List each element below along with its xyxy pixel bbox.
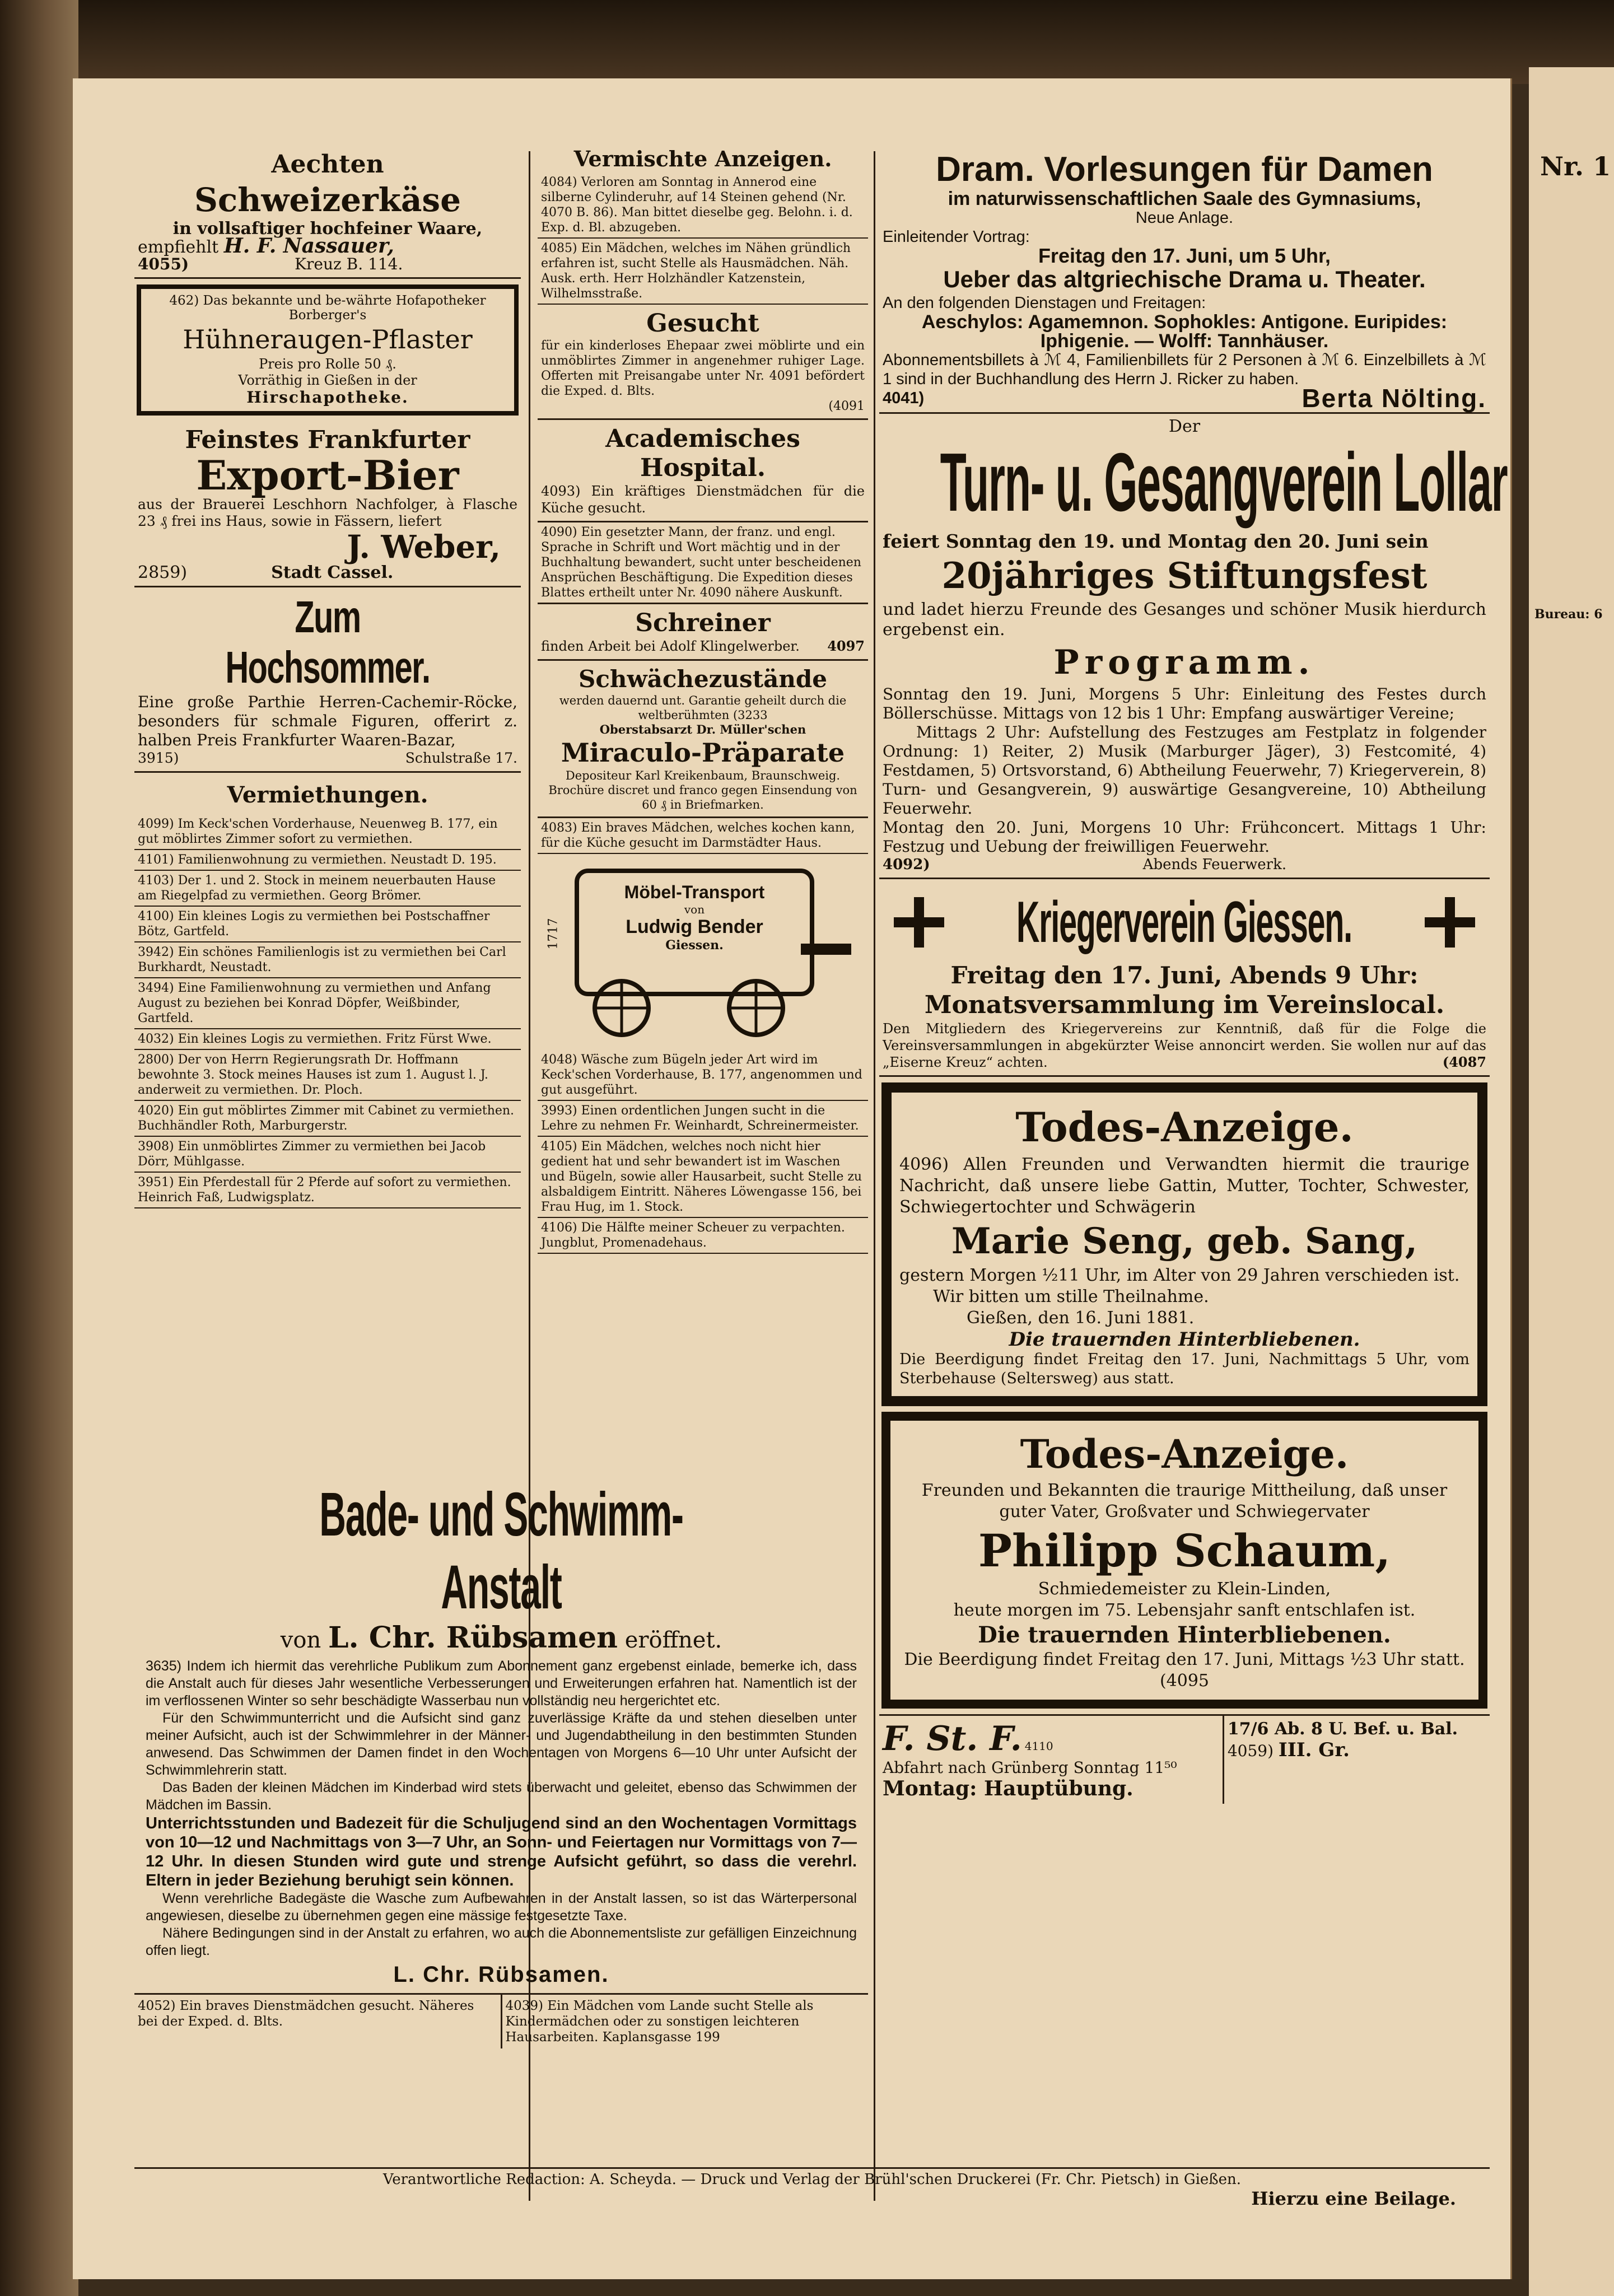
turn-anniversary: 20jähriges Stiftungsfest <box>941 555 1428 597</box>
pflaster-num: 462) <box>169 293 199 308</box>
bad-title: Bade- und Schwimm-Anstalt <box>319 1480 683 1622</box>
bal-l2: III. Gr. <box>1278 1739 1350 1761</box>
ad-bal <box>1224 1716 1490 1804</box>
tod2-l1: Freunden und Bekannten die traurige Mittheilung, daß unser guter Vater, Großvater und Schwiegervater <box>921 1481 1448 1522</box>
tod1-name: Marie Seng, geb. Sang, <box>951 1220 1418 1262</box>
schwaeche-t3: Depositeur Karl Kreikenbaum, Braunschweig. Brochüre discret und franco gegen Einsendung von 60 ₰ in Briefmarken. <box>548 769 857 811</box>
bal-l1: 17/6 Ab. 8 U. Bef. u. Bal. <box>1227 1719 1458 1739</box>
bad-body <box>134 1654 868 1993</box>
column-1 <box>134 146 521 1208</box>
footer-beilage: Hierzu eine Beilage. <box>1251 2188 1456 2209</box>
miraculo-title: Miraculo-Präparate <box>561 738 845 768</box>
vermischt-item: 4106) Die Hälfte meiner Scheuer zu verpachten. Jungblut, Promenadehaus. <box>538 1218 868 1254</box>
kaese-firm: H. F. Nassauer, <box>223 234 394 258</box>
bottom-row-col3 <box>879 1714 1490 1804</box>
dram-signature: Berta Nölting. <box>1302 384 1486 413</box>
footer-imprint <box>134 2167 1490 2209</box>
wagon-line1: Möbel-Transport <box>624 882 765 902</box>
moebel-transport-illustration <box>538 860 868 1044</box>
bad-p1: 3635) Indem ich hiermit das verehrliche Publikum zum Abonnement ganz ergebenst einlade, bemerke ich, dass die Anstalt auch für dieses Jahr wesentliche Verbesserungen und Erweiterungen erfahren hat. Namentlich ist der im verflossenen Winter so sehr beschädigte Wasserbau nun vollständig neu hergerichtet etc. <box>146 1658 857 1709</box>
kaese-title: Schweizerkäse <box>194 181 461 219</box>
tod2-l5: Die Beerdigung findet Freitag den 17. Juni, Mittags ½3 Uhr statt. <box>904 1650 1465 1669</box>
tod1-l5: Die trauernden Hinterbliebenen. <box>1009 1328 1360 1351</box>
bad-sub3: eröffnet. <box>624 1627 722 1653</box>
column-3 <box>879 146 1508 1804</box>
footer-text: Verantwortliche Redaction: A. Scheyda. — Druck und Verlag der Brühl'schen Druckerei (Fr. Chr. Pietsch) in Gießen. <box>382 2171 1242 2188</box>
verm-item: 4099) Im Keck'schen Vorderhause, Neuenweg B. 177, ein gut möblirtes Zimmer sofort zu vermiethen. <box>134 814 521 850</box>
bier-addr: Stadt Cassel. <box>271 563 394 582</box>
tod2-l3: heute morgen im 75. Lebensjahr sanft entschlafen ist. <box>953 1600 1416 1620</box>
dram-l7: Aeschylos: Agamemnon. Sophokles: Antigone. Euripides: Iphigenie. — Wolff: Tannhäuser. <box>921 311 1448 352</box>
verm-item: 4103) Der 1. und 2. Stock in meinem neuerbauten Hause am Riegelpfad zu vermiethen. Georg Brömer. <box>134 871 521 907</box>
bad-p6: Nähere Bedingungen sind in der Anstalt zu erfahren, wo auch die Abonnementsliste zur gefälligen Einzeichnung offen liegt. <box>146 1925 857 1958</box>
ad-dienstmaedchen: 4052) Ein braves Dienstmädchen gesucht. Näheres bei der Exped. d. Blts. <box>134 1995 502 2048</box>
krieger-l3: Den Mitgliedern des Kriegervereins zur Kenntniß, daß für die Folge die Vereinsversammlungen in abgekürzter Weise annoncirt werden. Sie wollen nur auf das „Eiserne Kreuz“ achten. <box>883 1021 1486 1070</box>
tod2-num: (4095 <box>1159 1671 1210 1691</box>
bad-owner: L. Chr. Rübsamen <box>328 1621 618 1655</box>
tod1-l1: 4096) Allen Freunden und Verwandten hiermit die traurige Nachricht, daß unsere liebe Gattin, Mutter, Tochter, Schwester, Schwiegertochter und Schwägerin <box>899 1155 1470 1217</box>
dram-l1: im naturwissenschaftlichen Saale des Gymnasiums, <box>948 188 1421 209</box>
pflaster-apotheke: Hirschapotheke. <box>246 388 409 407</box>
bier-title: Export-Bier <box>196 451 459 499</box>
turn-p1: Sonntag den 19. Juni, Morgens 5 Uhr: Einleitung des Festes durch Böllerschüsse. Mittags von 12 bis 1 Uhr: Empfang auswärtiger Vereine; <box>883 685 1486 722</box>
iron-cross-icon <box>1425 897 1475 948</box>
schreiner-title: Schreiner <box>635 609 771 637</box>
verm-item: 2800) Der von Herrn Regierungsrath Dr. Hoffmann bewohnte 3. Stock meines Hauses ist zum 1. August l. J. anderweit zu vermiethen. Dr. Ploch. <box>134 1050 521 1101</box>
ad-gesucht <box>538 305 868 420</box>
next-page-number: Nr. 1 <box>1540 151 1611 181</box>
kaese-line3: in vollsaftiger hochfeiner Waare, <box>172 219 483 239</box>
bottom-small-ads <box>134 1993 868 2048</box>
tod1-l3: Wir bitten um stille Theilnahme. <box>933 1287 1209 1306</box>
dram-l6: An den folgenden Dienstagen und Freitagen: <box>883 294 1206 312</box>
turn-title: Turn- u. Gesangverein Lollar <box>940 436 1508 529</box>
pflaster-title: Hühneraugen-Pflaster <box>183 324 473 354</box>
turn-l1: feiert Sonntag den 19. und Montag den 20. Juni sein <box>883 530 1429 552</box>
dram-num: 4041) <box>883 389 925 407</box>
column-rule-2 <box>874 151 875 2201</box>
vermischt-item: 4085) Ein Mädchen, welches im Nähen gründlich erfahren ist, sucht Stelle als Hausmädchen. Näh. Ausk. erth. Herr Holzhändler Katzenstein, Wilhelmsstraße. <box>538 239 868 305</box>
wagon-line4: Giessen. <box>665 938 724 953</box>
sommer-title: Zum Hochsommer. <box>225 592 430 692</box>
verm-item: 3951) Ein Pferdestall für 2 Pferde auf sofort zu vermiethen. Heinrich Faß, Ludwigsplatz. <box>134 1173 521 1208</box>
fsf-l2: Montag: Hauptübung. <box>883 1777 1133 1800</box>
vermischte-title: Vermischte Anzeigen. <box>573 146 832 171</box>
vermiethungen-list <box>134 814 521 1208</box>
schwaeche-num: (3233 <box>733 708 768 722</box>
bad-sub1: von <box>280 1627 321 1653</box>
wagon-num: 1717 <box>546 918 561 950</box>
gesucht-num: (4091 <box>828 399 865 413</box>
ad-schweizerkaese <box>134 146 521 279</box>
hospital-text: 4093) Ein kräftiges Dienstmädchen für die Küche gesucht. <box>541 483 865 516</box>
tod2-title: Todes-Anzeige. <box>1020 1431 1349 1477</box>
next-page-edge <box>1529 67 1614 2296</box>
kaese-line1: Aechten <box>271 150 384 179</box>
schwaeche-title: Schwächezustände <box>579 665 827 693</box>
schwaeche-t2: Oberstabsarzt Dr. Müller'schen <box>599 722 806 736</box>
dram-l2: Neue Anlage. <box>1135 209 1234 227</box>
fsf-title: F. St. F. <box>883 1719 1022 1758</box>
krieger-num: (4087 <box>1442 1054 1486 1070</box>
column-2 <box>538 146 868 1254</box>
wagon-line2: von <box>684 903 705 916</box>
ad-turnverein-lollar <box>879 414 1508 879</box>
verm-item: 3908) Ein unmöblirtes Zimmer zu vermiethen bei Jacob Dörr, Mühlgasse. <box>134 1137 521 1173</box>
verm-item: 4101) Familienwohnung zu vermiethen. Neustadt D. 195. <box>134 850 521 871</box>
bier-text: aus der Brauerei Leschhorn Nachfolger, à Flasche 23 ₰ frei ins Haus, sowie in Fässern, liefert <box>138 496 517 529</box>
fsf-l1: Abfahrt nach Grünberg Sonntag 11⁵⁰ <box>883 1758 1177 1777</box>
turn-programm: Programm. <box>1053 643 1316 682</box>
ad-fsf <box>879 1716 1224 1804</box>
sommer-addr: Schulstraße 17. <box>405 750 517 766</box>
bad-p2: Für den Schwimmunterricht und die Aufsicht sind ganz zuverlässige Kräfte da und stehen dieselben unter meiner Aufsicht, auch ist der Schwimmlehrer in der Männer- und Jugendabtheilung in den bestimmten Stunden anwesend. Das Schwimmen der Damen findet in den Wochentagen von Morgens 6—10 Uhr unter Aufsicht der Schwimmlehrerin statt. <box>146 1710 857 1778</box>
fsf-num: 4110 <box>1024 1739 1053 1753</box>
krieger-l1: Freitag den 17. Juni, Abends 9 Uhr: <box>950 962 1419 989</box>
ad-hochsommer <box>134 587 521 773</box>
dram-l8: Abonnementsbillets à ℳ 4, Familienbillets für 2 Personen à ℳ 6. Einzelbillets à ℳ 1 sind in der Buchhandlung des Herrn J. Ricker zu haben. <box>883 351 1486 388</box>
vermischt-item: 4105) Ein Mädchen, welches noch nicht hier gedient hat und sehr bewandert ist im Waschen und Bügeln, sowie aller Hausarbeit, sucht Stelle zu alsbaldigem Eintritt. Näheres Löwengasse 156, bei Frau Hug, im 1. Stock. <box>538 1137 868 1218</box>
hospital-title: Academisches Hospital. <box>605 424 800 482</box>
krieger-title: Kriegerverein Giessen. <box>1016 890 1352 955</box>
newspaper-page <box>73 78 1512 2279</box>
turn-der: Der <box>1168 417 1201 436</box>
ad-todesanzeige-seng <box>881 1082 1487 1406</box>
ad-todesanzeige-schaum <box>881 1412 1487 1709</box>
ad-maedchen-kochen: 4083) Ein braves Mädchen, welches kochen kann, für die Küche gesucht im Darmstädter Haus. <box>538 818 868 854</box>
pflaster-t1: Das bekannte und be-währte Hofapotheker Borberger's <box>203 293 486 323</box>
dram-l4: Freitag den 17. Juni, um 5 Uhr, <box>1038 244 1331 267</box>
dram-l5: Ueber das altgriechische Drama u. Theater. <box>943 266 1426 292</box>
kaese-empfiehlt: empfiehlt <box>138 237 219 257</box>
verm-item: 3942) Ein schönes Familienlogis ist zu vermiethen bei Carl Burkhardt, Neustadt. <box>134 942 521 978</box>
ad-export-bier <box>134 421 521 587</box>
scan-top-band <box>0 0 1614 84</box>
schreiner-text: finden Arbeit bei Adolf Klingelwerber. <box>541 638 800 654</box>
ad-dram-vorlesungen <box>879 146 1490 414</box>
schreiner-num: 4097 <box>827 638 865 654</box>
turn-p4: Abends Feuerwerk. <box>1142 856 1287 873</box>
verm-item: 4100) Ein kleines Logis zu vermiethen bei Postschaffner Bötz, Gartfeld. <box>134 907 521 942</box>
bad-p5: Wenn verehrliche Badegäste die Wasche zum Aufbewahren in der Anstalt lassen, so ist das Wärterpersonal angewiesen, dieselbe zu übernehmen gegen eine mässige festgesetzte Taxe. <box>146 1891 857 1924</box>
tod2-l4: Die trauernden Hinterbliebenen. <box>978 1622 1391 1648</box>
next-page-bureau: Bureau: 6 <box>1534 607 1603 622</box>
bier-line1: Feinstes Frankfurter <box>185 426 470 454</box>
wagon-line3: Ludwig Bender <box>626 916 763 937</box>
bier-num: 2859) <box>138 563 188 582</box>
wagon-text <box>577 882 812 953</box>
bier-name: J. Weber, <box>347 529 501 566</box>
tod2-name: Philipp Schaum, <box>978 1524 1391 1577</box>
ad-hospital <box>538 420 868 522</box>
turn-num: 4092) <box>883 856 930 873</box>
ad-schwaechezustaende <box>538 661 868 818</box>
sommer-num: 3915) <box>138 750 179 766</box>
ad-huehneraugen-pflaster <box>137 284 519 416</box>
bad-p3: Das Baden der kleinen Mädchen im Kinderbad wird stets überwacht und geleitet, ebenso das Schwimmen der Mädchen im Bassin. <box>146 1780 857 1813</box>
gesucht-text: für ein kinderloses Ehepaar zwei möblirte und ein unmöblirtes Zimmer in angenehmer ruhiger Lage. Offerten mit Preisangabe unter Nr. 4091 befördert die Exped. d. Blts. <box>541 339 865 398</box>
iron-cross-icon <box>894 897 944 948</box>
turn-p2: Mittags 2 Uhr: Aufstellung des Festzuges am Festplatz in folgender Ordnung: 1) Reiter, 2) Musik (Marburger Jäger), 3) Festcomité, 4) Festdamen, 5) Ortsvorstand, 6) Abtheilung Feuerwehr, 7) Kriegerverein, 8) Turn- und Gesangverein, 9) auswärtige Gesangvereine, 10) Abtheilung Feuerwehr. <box>883 723 1486 818</box>
dram-title: Dram. Vorlesungen für Damen <box>936 150 1433 189</box>
tod1-title: Todes-Anzeige. <box>1015 1103 1354 1151</box>
ad-gesetzter-mann: 4090) Ein gesetzter Mann, der franz. und engl. Sprache in Schrift und Wort mächtig und in der Buchhaltung bewandert, sucht unter bescheidenen Ansprüchen Beschäftigung. Die Expedition dieses Blattes ertheilt unter Nr. 4090 nähere Auskunft. <box>538 522 868 604</box>
dram-l3: Einleitender Vortrag: <box>883 228 1030 246</box>
vermischt-item: 4048) Wäsche zum Bügeln jeder Art wird im Keck'schen Vorderhause, B. 177, angenommen und gut ausgeführt. <box>538 1050 868 1101</box>
kaese-num: 4055) <box>138 255 189 273</box>
krieger-l2: Monatsversammlung im Vereinslocal. <box>924 991 1445 1019</box>
ad-schreiner <box>538 604 868 661</box>
verm-item: 4032) Ein kleines Logis zu vermiethen. Fritz Fürst Wwe. <box>134 1029 521 1050</box>
schwaeche-t1: werden dauernd unt. Garantie geheilt durch die weltberühmten <box>559 694 847 722</box>
tod1-l4: Gießen, den 16. Juni 1881. <box>967 1308 1195 1328</box>
pflaster-t3: Vorräthig in Gießen in der <box>238 372 417 388</box>
kaese-addr: Kreuz B. 114. <box>295 255 403 273</box>
turn-l3: und ladet hierzu Freunde des Gesanges und schöner Musik hierdurch ergebenst ein. <box>883 600 1486 640</box>
tod1-l2: gestern Morgen ½11 Uhr, im Alter von 29 Jahren verschieden ist. <box>899 1266 1460 1285</box>
verm-item: 4020) Ein gut möblirtes Zimmer mit Cabinet zu vermiethen. Buchhändler Roth, Marburgerstr. <box>134 1101 521 1137</box>
book-spine <box>0 0 78 2296</box>
vermiethungen-title: Vermiethungen. <box>227 782 428 808</box>
pflaster-price: Preis pro Rolle 50 ₰. <box>259 356 396 372</box>
bad-signature: L. Chr. Rübsamen. <box>393 1962 609 1987</box>
ad-kriegerverein <box>879 879 1490 1077</box>
bad-p4: Unterrichtsstunden und Badezeit für die Schuljugend sind an den Wochentagen Vormittags von 10—12 und Nachmittags von 3—7 Uhr, an Sonn- und Feiertagen nur Vormittags von 7—12 Uhr. In diesen Stunden wird gute und strenge Aufsicht geführt, so dass die verehrl. Eltern in jeder Beziehung beruhigt sein können. <box>146 1814 857 1889</box>
ad-maedchen-lande: 4039) Ein Mädchen vom Lande sucht Stelle als Kindermädchen oder zu sonstigen leichteren Hausarbeiten. Kaplansgasse 199 <box>505 1999 814 2045</box>
vermischt-item: 4084) Verloren am Sonntag in Annerod eine silberne Cylinderuhr, auf 14 Steinen gehend (Nr. 4070 B. 86). Man bittet dieselbe geg. Belohn. i. d. Exp. d. Bl. abzugeben. <box>538 172 868 239</box>
sommer-text: Eine große Parthie Herren-Cachemir-Röcke, besonders für schmale Figuren, offerirt z. halben Preis Frankfurter Waaren-Bazar, <box>138 693 517 749</box>
gesucht-title: Gesucht <box>646 309 759 338</box>
tod2-l2: Schmiedemeister zu Klein-Linden, <box>1038 1579 1331 1599</box>
bal-num: 4059) <box>1227 1742 1274 1760</box>
ad-badeanstalt <box>134 1478 868 2048</box>
vermischt-item: 3993) Einen ordentlichen Jungen sucht in die Lehre zu nehmen Fr. Weinhardt, Schreinermeister. <box>538 1101 868 1137</box>
verm-item: 3494) Eine Familienwohnung zu vermiethen und Anfang August zu beziehen bei Konrad Döpfer, Weißbinder, Gartfeld. <box>134 978 521 1029</box>
tod1-l6: Die Beerdigung findet Freitag den 17. Juni, Nachmittags 5 Uhr, vom Sterbehause (Seltersweg) aus statt. <box>899 1351 1470 1387</box>
turn-p3: Montag den 20. Juni, Morgens 10 Uhr: Frühconcert. Mittags 1 Uhr: Festzug und Uebung der freiwilligen Feuerwehr. <box>883 818 1486 856</box>
